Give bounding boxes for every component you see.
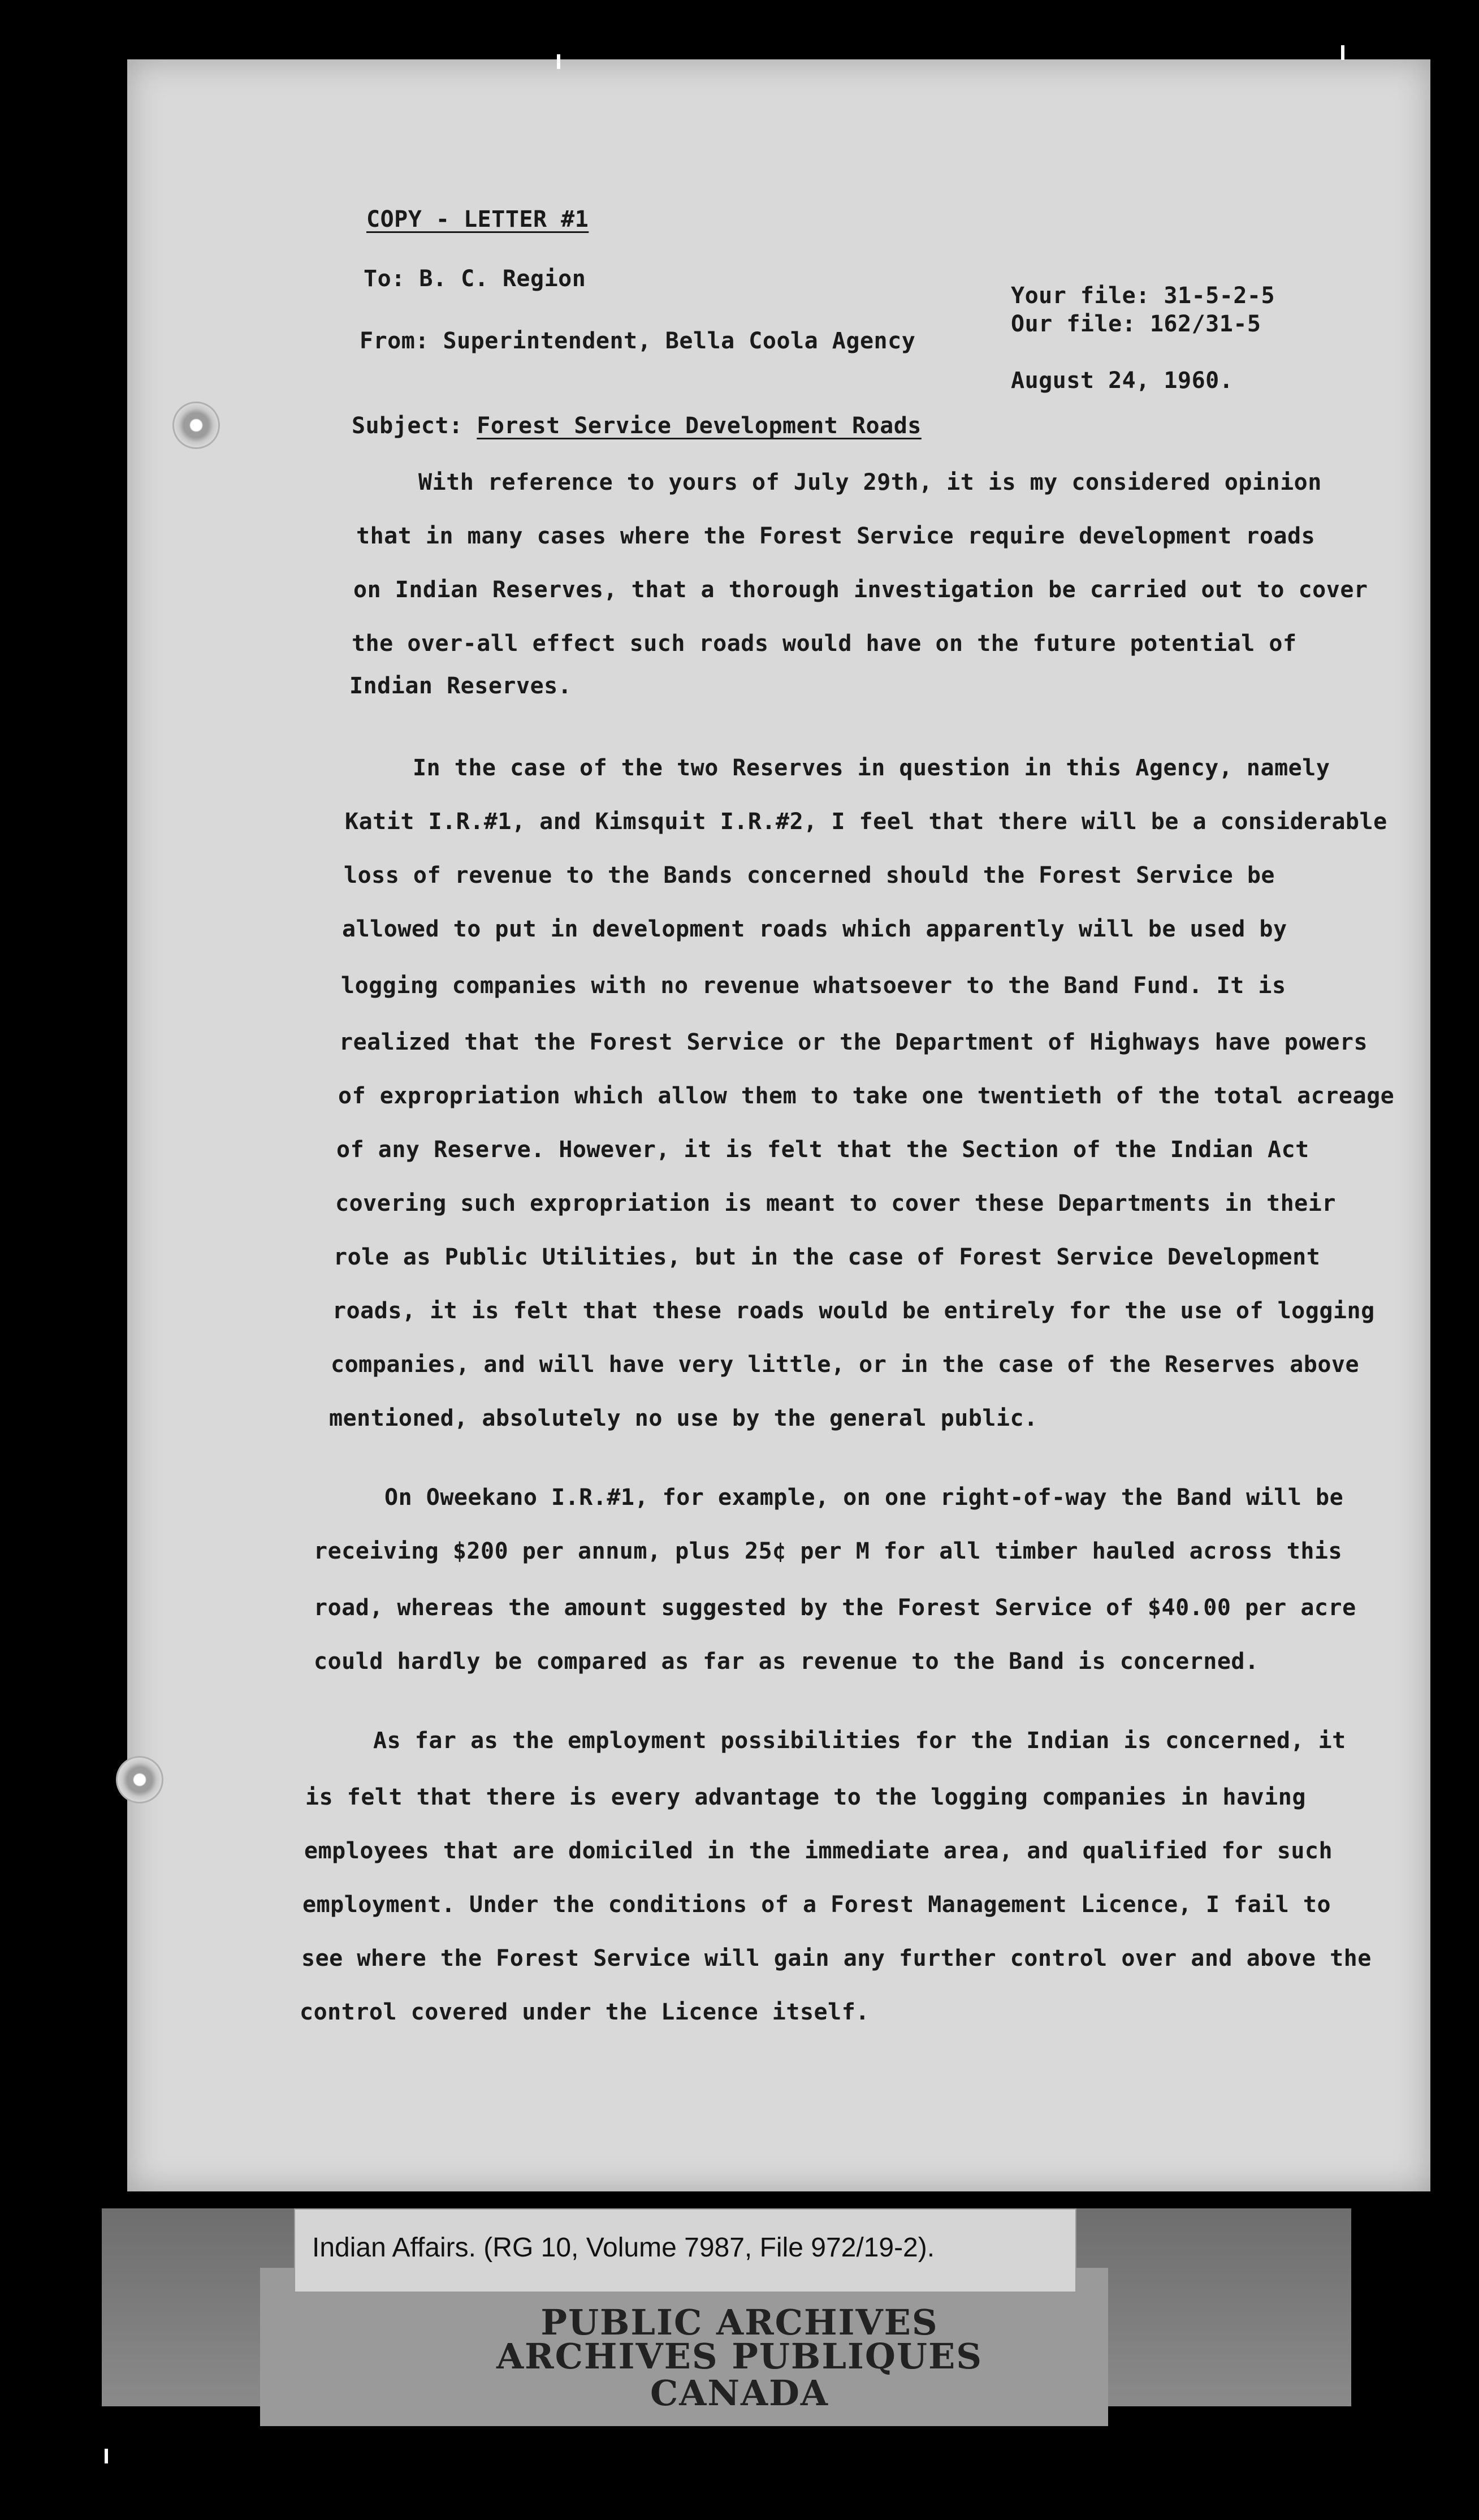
- subject-line: [352, 413, 922, 439]
- body-line: road, whereas the amount suggested by the Forest Service of $40.00 per acre: [314, 1595, 1356, 1621]
- body-line: is felt that there is every advantage to the logging companies in having: [305, 1784, 1306, 1810]
- body-line: role as Public Utilities, but in the case of Forest Service Development: [334, 1244, 1321, 1270]
- body-line: receiving $200 per annum, plus 25¢ per M for all timber hauled across this: [314, 1538, 1343, 1564]
- letter-heading: COPY - LETTER #1: [366, 206, 589, 232]
- body-line: In the case of the two Reserves in question in this Agency, namely: [413, 755, 1330, 781]
- scan-mark: [105, 2449, 108, 2463]
- body-line: Katit I.R.#1, and Kimsquit I.R.#2, I feel that there will be a considerable: [345, 809, 1387, 835]
- body-line: On Oweekano I.R.#1, for example, on one right-of-way the Band will be: [384, 1485, 1344, 1511]
- our-file-reference: Our file: 162/31-5: [1011, 311, 1261, 337]
- scan-mark: [1341, 45, 1344, 60]
- body-line: could hardly be compared as far as revenue to the Band is concerned.: [314, 1649, 1259, 1675]
- subject-text: Forest Service Development Roads: [477, 413, 922, 439]
- body-line: that in many cases where the Forest Service require development roads: [356, 523, 1316, 549]
- body-line: of any Reserve. However, it is felt that the Section of the Indian Act: [336, 1137, 1309, 1163]
- body-line: mentioned, absolutely no use by the general public.: [329, 1405, 1038, 1431]
- body-line: employment. Under the conditions of a Forest Management Licence, I fail to: [302, 1892, 1331, 1918]
- body-line: companies, and will have very little, or in the case of the Reserves above: [331, 1352, 1360, 1378]
- body-line: allowed to put in development roads which apparently will be used by: [342, 916, 1287, 942]
- your-file-reference: Your file: 31-5-2-5: [1011, 283, 1275, 309]
- body-line: With reference to yours of July 29th, it is my considered opinion: [418, 469, 1322, 495]
- body-line: on Indian Reserves, that a thorough investigation be carried out to cover: [353, 577, 1368, 603]
- from-line: From: Superintendent, Bella Coola Agency: [360, 328, 916, 354]
- body-line: of expropriation which allow them to take one twentieth of the total acreage: [338, 1083, 1395, 1109]
- archive-stamp-line2: ARCHIVES PUBLIQUES: [496, 2336, 983, 2377]
- archive-stamp-line3: CANADA: [650, 2372, 829, 2414]
- body-line: Indian Reserves.: [349, 673, 572, 699]
- to-line: To: B. C. Region: [364, 266, 586, 292]
- archive-stamp-line1: PUBLIC ARCHIVES: [540, 2302, 939, 2343]
- subject-label: Subject:: [352, 413, 463, 439]
- body-line: employees that are domiciled in the immediate area, and qualified for such: [304, 1838, 1333, 1864]
- body-line: As far as the employment possibilities for the Indian is concerned, it: [373, 1728, 1346, 1754]
- body-line: the over-all effect such roads would have on the future potential of: [352, 631, 1297, 657]
- punch-hole-bottom: [116, 1756, 163, 1803]
- body-line: logging companies with no revenue whatsoever to the Band Fund. It is: [341, 973, 1286, 999]
- body-line: control covered under the Licence itself.: [300, 1999, 870, 2025]
- letter-date: August 24, 1960.: [1011, 368, 1234, 394]
- archive-citation: Indian Affairs. (RG 10, Volume 7987, File 972/19-2).: [312, 2233, 935, 2263]
- body-line: roads, it is felt that these roads would be entirely for the use of logging: [332, 1298, 1375, 1324]
- scan-mark: [557, 54, 560, 69]
- body-line: see where the Forest Service will gain any further control over and above the: [301, 1945, 1372, 1971]
- body-line: realized that the Forest Service or the Department of Highways have powers: [339, 1029, 1368, 1055]
- punch-hole-top: [172, 402, 220, 449]
- body-line: covering such expropriation is meant to cover these Departments in their: [335, 1190, 1336, 1216]
- body-line: loss of revenue to the Bands concerned should the Forest Service be: [344, 862, 1275, 888]
- archive-citation-card: [294, 2208, 1076, 2293]
- document-page: [127, 59, 1430, 2191]
